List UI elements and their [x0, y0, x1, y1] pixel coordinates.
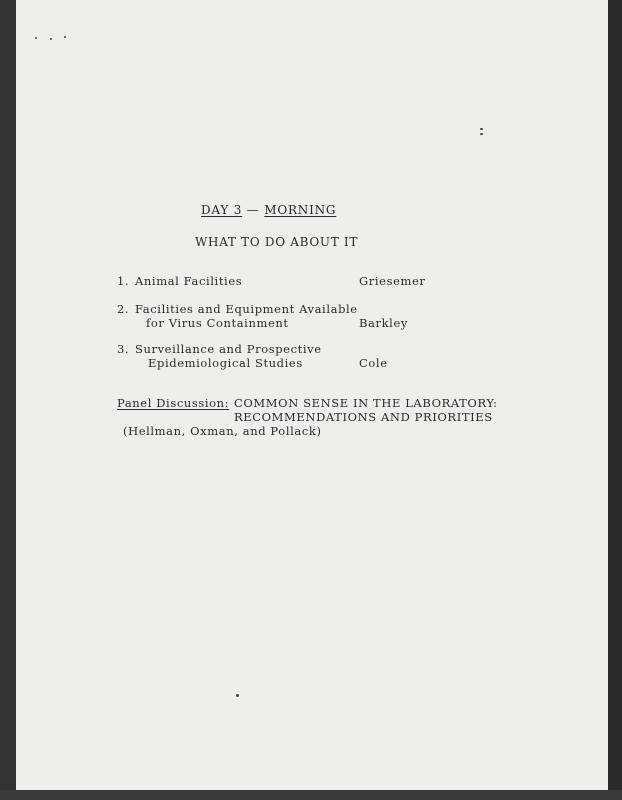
item-speaker: Griesemer: [359, 274, 426, 288]
item-number: 3.: [117, 342, 130, 356]
scan-speck: [64, 36, 66, 38]
scan-speck: [236, 694, 239, 697]
scan-speck: [480, 128, 483, 130]
item-title-continued: for Virus Containment: [146, 316, 289, 330]
item-number: 2.: [117, 302, 130, 316]
page-heading: [201, 203, 336, 217]
item-title-continued: Epidemiological Studies: [148, 356, 303, 370]
panel-label: Panel Discussion:: [117, 396, 230, 410]
panel-participants: (Hellman, Oxman, and Pollack): [123, 424, 322, 438]
scan-bottom-edge: [0, 790, 622, 800]
item-speaker: Barkley: [359, 316, 408, 330]
heading-period: MORNING: [264, 203, 337, 217]
item-title: Animal Facilities: [135, 274, 243, 288]
page-subheading: WHAT TO DO ABOUT IT: [195, 235, 359, 249]
item-speaker: Cole: [359, 356, 388, 370]
scan-speck: [35, 37, 37, 39]
document-page: [16, 0, 612, 790]
scan-left-edge: [0, 0, 16, 800]
item-number: 1.: [117, 274, 130, 288]
item-title: Facilities and Equipment Available: [135, 302, 358, 316]
scan-right-edge: [608, 0, 622, 800]
heading-dash: —: [246, 203, 260, 217]
heading-day: DAY 3: [201, 203, 243, 217]
item-title: Surveillance and Prospective: [135, 342, 322, 356]
scan-speck: [480, 133, 483, 135]
scan-speck: [50, 38, 52, 40]
panel-title-continued: RECOMMENDATIONS AND PRIORITIES: [234, 410, 493, 424]
panel-title: COMMON SENSE IN THE LABORATORY:: [234, 396, 498, 410]
